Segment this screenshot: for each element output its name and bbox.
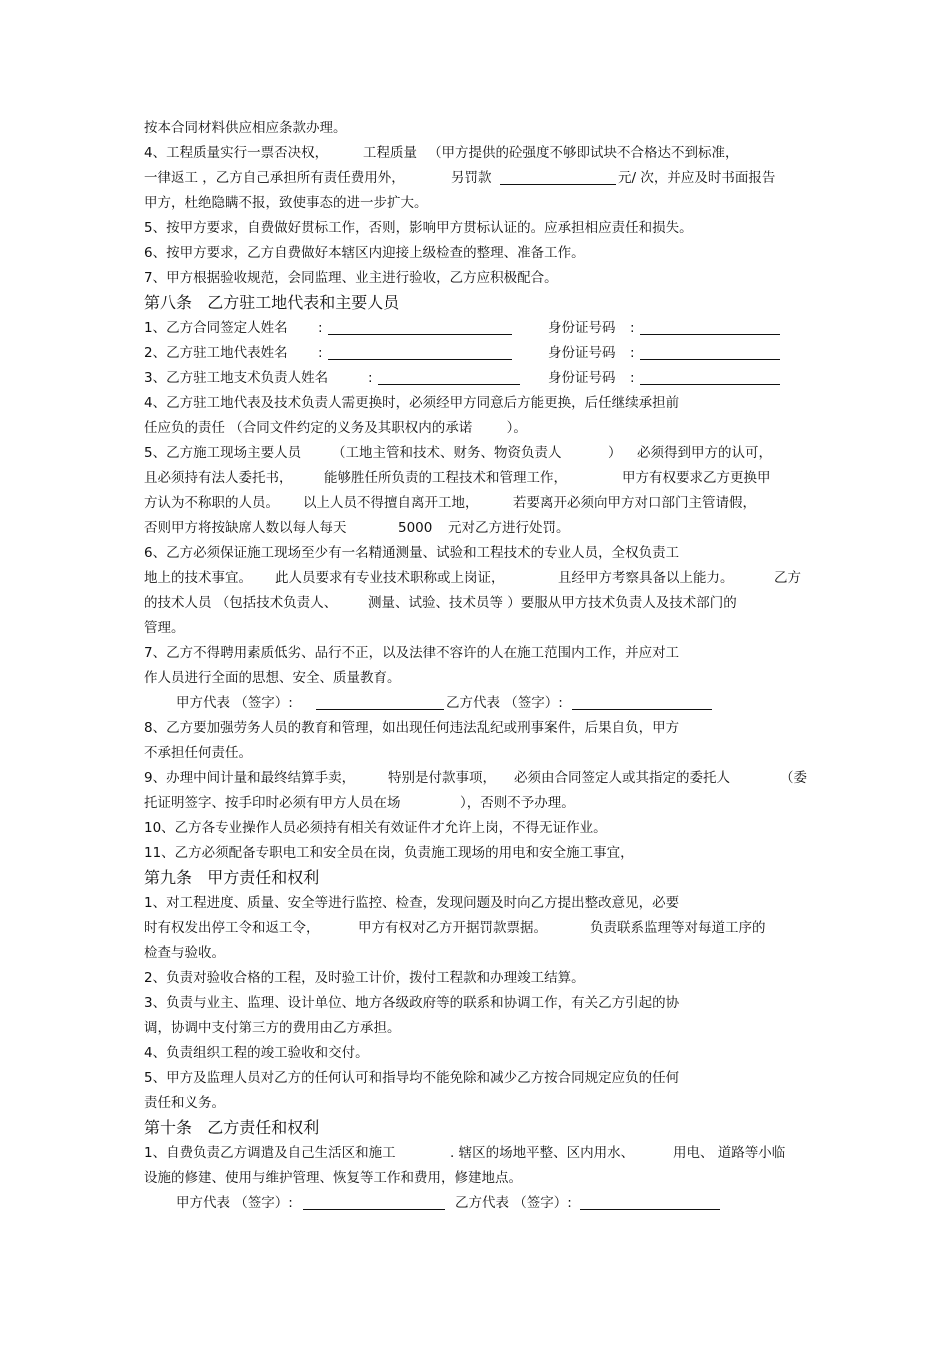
party-b-signature-label: 乙方代表 （签字）:	[446, 695, 563, 711]
colon: :	[368, 370, 373, 386]
a9-1-line-1: 1、对工程进度、质量、安全等进行监控、检查，发现问题及时向乙方提出整改意见，必要	[144, 895, 680, 911]
article-8-heading: 第八条 乙方驻工地代表和主要人员	[144, 293, 400, 312]
a8-6-text: 乙方	[774, 570, 801, 586]
a8-6-line-1: 6、乙方必须保证施工现场至少有一名精通测量、试验和工程技术的专业人员，全权负责工	[144, 545, 680, 561]
clause-4-text: 另罚款	[451, 170, 492, 186]
a8-6-text: 地上的技术事宜。	[144, 570, 252, 586]
clause-6: 6、按甲方要求，乙方自费做好本辖区内迎接上级检查的整理、准备工作。	[144, 245, 585, 261]
a8-8-line-2: 不承担任何责任。	[144, 745, 252, 761]
a10-1-text: 用电、 道路等小临	[673, 1145, 786, 1161]
a8-5-text: 5、乙方施工现场主要人员	[144, 445, 302, 461]
a8-5-text: 能够胜任所负责的工程技术和管理工作，	[324, 470, 567, 486]
a9-3-line-1: 3、负责与业主、监理、设计单位、地方各级政府等的联系和协调工作，有关乙方引起的协	[144, 995, 680, 1011]
a8-5-text: 若要离开必须向甲方对口部门主管请假，	[513, 495, 756, 511]
a9-1-text: 甲方有权对乙方开据罚款票据。	[358, 920, 547, 936]
a8-10: 10、乙方各专业操作人员必须持有相关有效证件才允许上岗，不得无证作业。	[144, 820, 607, 836]
a9-1-text: 时有权发出停工令和返工令，	[144, 920, 320, 936]
a10-1-line-2: 设施的修建、使用与维护管理、恢复等工作和费用，修建地点。	[144, 1170, 522, 1186]
a8-2-label: 2、乙方驻工地代表姓名	[144, 345, 288, 361]
id-label: 身份证号码	[548, 320, 616, 336]
a8-7-line-1: 7、乙方不得聘用素质低劣、品行不正，以及法律不容许的人在施工范围内工作，并应对工	[144, 645, 680, 661]
clause-4-line-3: 甲方，杜绝隐瞒不报，致使事态的进一步扩大。	[144, 195, 428, 211]
party-b-signature-blank	[572, 696, 712, 710]
a8-5-text: （工地主管和技术、财务、物资负责人	[332, 445, 562, 461]
a9-4: 4、负责组织工程的竣工验收和交付。	[144, 1045, 369, 1061]
colon: :	[630, 370, 635, 386]
clause-4-line-1: 4、工程质量实行一票否决权，	[144, 145, 329, 161]
id-label: 身份证号码	[548, 370, 616, 386]
a8-9-text: 必须由合同签定人或其指定的委托人	[514, 770, 730, 786]
a8-8-line-1: 8、乙方要加强劳务人员的教育和管理，如出现任何违法乱纪或刑事案件，后果自负，甲方	[144, 720, 680, 736]
a10-1-text: . 辖区的场地平整、区内用水、	[450, 1145, 635, 1161]
a9-5-line-2: 责任和义务。	[144, 1095, 225, 1111]
a8-5-text: ）	[608, 445, 622, 461]
a8-9-text: 9、办理中间计量和最终结算手卖，	[144, 770, 356, 786]
a8-6-text: 且经甲方考察具备以上能力。	[558, 570, 734, 586]
a8-6-text: 测量、试验、技术员等 ）要服从甲方技术负责人及技术部门的	[368, 595, 737, 611]
clause-4-line-2: 一律返工 ，乙方自己承担所有责任费用外，	[144, 170, 405, 186]
a9-3-line-2: 调，协调中支付第三方的费用由乙方承担。	[144, 1020, 401, 1036]
colon: :	[630, 320, 635, 336]
id-label: 身份证号码	[548, 345, 616, 361]
a8-6-text: 此人员要求有专业技术职称或上岗证，	[275, 570, 505, 586]
a8-5-text: 以上人员不得擅自离开工地，	[303, 495, 479, 511]
party-a-signature-blank	[316, 696, 444, 710]
party-b-signature-blank	[580, 1196, 720, 1210]
clause-4-text: 元/ 次，并应及时书面报告	[618, 170, 776, 186]
penalty-amount: 5000	[398, 520, 433, 536]
id-blank	[640, 371, 780, 385]
colon: :	[630, 345, 635, 361]
article-10-heading: 第十条 乙方责任和权利	[144, 1118, 320, 1137]
colon: :	[318, 345, 323, 361]
clause-4-text: （甲方提供的砼强度不够即试块不合格达不到标准，	[428, 145, 739, 161]
party-a-signature-blank	[303, 1196, 445, 1210]
a8-4-line-1: 4、乙方驻工地代表及技术负责人需更换时，必须经甲方同意后方能更换，后任继续承担前	[144, 395, 680, 411]
article-9-heading: 第九条 甲方责任和权利	[144, 868, 320, 887]
a8-7-line-2: 作人员进行全面的思想、安全、质量教育。	[144, 670, 401, 686]
a9-1-line-3: 检查与验收。	[144, 945, 225, 961]
a8-5-text: 方认为不称职的人员。	[144, 495, 279, 511]
party-a-signature-label: 甲方代表 （签字）:	[176, 1195, 293, 1211]
a9-5-line-1: 5、甲方及监理人员对乙方的任何认可和指导均不能免除和减少乙方按合同规定应负的任何	[144, 1070, 680, 1086]
colon: :	[318, 320, 323, 336]
party-b-signature-label: 乙方代表 （签字）:	[455, 1195, 572, 1211]
a8-9-text: ），否则不予办理。	[460, 795, 575, 811]
fine-amount-blank	[500, 171, 616, 185]
a8-6-text: 的技术人员 （包括技术负责人、	[144, 595, 338, 611]
a8-9-text: 特别是付款事项，	[388, 770, 496, 786]
a8-9-text: （委	[780, 770, 807, 786]
id-blank	[640, 321, 780, 335]
clause-4-text: 工程质量	[363, 145, 417, 161]
name-blank	[378, 371, 520, 385]
name-blank	[328, 321, 512, 335]
a8-1-label: 1、乙方合同签定人姓名	[144, 320, 288, 336]
a8-5-text: 甲方有权要求乙方更换甲	[622, 470, 771, 486]
a8-6-line-4: 管理。	[144, 620, 185, 636]
a9-1-text: 负责联系监理等对每道工序的	[590, 920, 766, 936]
a10-1-text: 1、自费负责乙方调遣及自己生活区和施工	[144, 1145, 396, 1161]
a8-5-text: 否则甲方将按缺席人数以每人每天	[144, 520, 347, 536]
a8-5-text: 必须得到甲方的认可，	[637, 445, 772, 461]
a8-5-text: 且必须持有法人委托书，	[144, 470, 293, 486]
party-a-signature-label: 甲方代表 （签字）:	[176, 695, 293, 711]
a8-9-text: 托证明签字、按手印时必须有甲方人员在场	[144, 795, 401, 811]
a9-2: 2、负责对验收合格的工程，及时验工计价，拨付工程款和办理竣工结算。	[144, 970, 585, 986]
clause-7: 7、甲方根据验收规范，会同监理、业主进行验收，乙方应积极配合。	[144, 270, 558, 286]
a8-11: 11、乙方必须配备专职电工和安全员在岗，负责施工现场的用电和安全施工事宜，	[144, 845, 634, 861]
a8-5-text: 元对乙方进行处罚。	[448, 520, 570, 536]
a8-3-label: 3、乙方驻工地支术负责人姓名	[144, 370, 329, 386]
id-blank	[640, 346, 780, 360]
paragraph: 按本合同材料供应相应条款办理。	[144, 120, 347, 136]
a8-4-line-2: 任应负的责任 （合同文件约定的义务及其职权内的承诺 ）。	[144, 420, 527, 436]
clause-5: 5、按甲方要求，自费做好贯标工作，否则，影响甲方贯标认证的。应承担相应责任和损失。	[144, 220, 693, 236]
name-blank	[328, 346, 512, 360]
